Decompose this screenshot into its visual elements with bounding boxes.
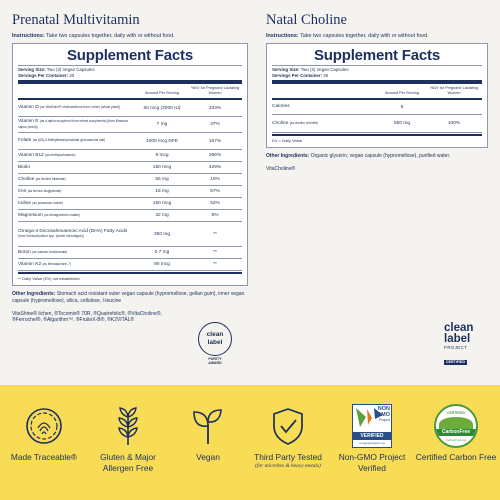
nutrient-name	[272, 104, 378, 109]
nutrient-label: Choline	[18, 176, 35, 182]
nutrient-row	[18, 117, 242, 133]
other-ingredients-text: Organic glycerin, vegan capsule (hypromellose), purified water.	[310, 153, 451, 159]
serving-info	[272, 66, 482, 78]
non-gmo-line1: NON	[377, 406, 390, 412]
nutrient-amount: 32 mg	[155, 213, 169, 218]
other-ingredients-label: Other Ingredients:	[12, 291, 56, 297]
nutrient-amount: 90 mcg	[154, 262, 170, 267]
nutrient-form: (as ferrous bisglycinate)	[27, 188, 62, 193]
nutrient-dv: 167%	[208, 138, 222, 144]
nutrient-name	[272, 121, 378, 126]
nutrient-amount: 8 mcg	[155, 153, 169, 158]
supplement-facts-panel	[12, 43, 248, 286]
feature-label: Gluten & Major Allergen Free	[100, 452, 156, 473]
non-gmo-seal	[352, 404, 392, 448]
serving-size-label: Serving Size:	[18, 67, 46, 72]
nutrient-amount: 1000 mcg DFE	[146, 138, 178, 144]
instructions-text: Take two capsules together, daily with or without food.	[46, 33, 175, 39]
nutrient-dv: **	[213, 250, 217, 255]
nutrient-form: (as methylcobalamin)	[45, 152, 76, 157]
feature-carbon-free	[414, 400, 498, 463]
product-title: Prenatal Multivitamin	[12, 12, 140, 28]
nutrient-form: (as dimagnesium malate)	[44, 212, 80, 217]
nutrient-form: (as (6S)-5-Methyltetrahydrofolate glucosamine salt)	[32, 138, 106, 143]
nutrient-name	[18, 262, 136, 267]
nutrient-dv: **	[213, 231, 217, 237]
nutrient-amount: 550 mg	[394, 121, 410, 126]
nutrient-amount: 15 mg	[155, 189, 169, 194]
nutrient-name	[18, 119, 136, 130]
nutrient-label: Vitamin B12	[18, 152, 44, 158]
nutrient-dv: **	[213, 262, 217, 267]
award-line1: PURITY	[208, 357, 222, 361]
nutrient-form: (as calcium fructoborate)	[32, 249, 68, 254]
nutrient-name	[18, 229, 136, 240]
wheat-icon	[86, 400, 170, 452]
nutrient-amount: 5	[400, 104, 404, 110]
nutrient-label: Choline	[272, 120, 289, 126]
nutrient-name	[18, 153, 136, 158]
nutrient-name	[18, 165, 136, 170]
carbonfree-top: CERTIFIED	[447, 411, 465, 415]
nutrient-row	[18, 198, 242, 210]
supplement-facts-title: Supplement Facts	[18, 47, 242, 66]
award-caption	[196, 357, 234, 366]
nutrient-amount: 150 mcg	[152, 165, 172, 170]
nutrient-label: Vitamin D	[18, 105, 39, 111]
seal-line1: clean	[206, 331, 224, 339]
instructions	[12, 33, 248, 40]
servings-per-label: Servings Per Container:	[272, 72, 323, 78]
nutrient-form: (as d-alpha tocopherol from mixed tocopherols) (from Brassica napus (seed))	[18, 119, 129, 129]
nutrient-row	[18, 210, 242, 222]
feature-label: Vegan	[196, 452, 220, 462]
nutrient-name	[18, 250, 136, 255]
choline-column	[266, 0, 488, 173]
carbonfree-bottom: CarbonFund.org	[445, 438, 467, 442]
nutrient-amount: 50 mcg (2000 IU)	[143, 105, 181, 111]
clean-label-seal	[198, 322, 232, 356]
nutrient-label: Omega-3 Docosahexaenoic Acid (DHA) Fatty Acids	[18, 228, 128, 234]
nutrient-dv: 286%	[208, 153, 222, 158]
shield-check-icon	[246, 400, 330, 452]
trademarks: VitaShine® lichen, ®Tocomix® 70R, ®Quatrefolic®, ®VitaCholine®, ®Ferrochel®, ®Algarithm™, ®FruiteX-B®, ®K2VITAL®	[12, 310, 162, 324]
other-ingredients-label: Other Ingredients:	[266, 153, 310, 159]
other-ingredients	[266, 153, 488, 160]
logo-line2: label	[444, 333, 471, 345]
serving-size-label: Serving Size:	[272, 67, 300, 72]
servings-per-label: Servings Per Container:	[18, 72, 69, 78]
dv-header: %DV for Pregnant/ Lactating Women	[190, 86, 240, 95]
facts-rows	[272, 100, 482, 133]
prenatal-column	[12, 0, 248, 324]
purity-award-badge	[196, 322, 234, 366]
non-gmo-url: nongmoproject.org	[359, 441, 385, 445]
nutrient-row	[272, 100, 482, 115]
fingerprint-icon	[2, 400, 86, 452]
nutrient-dv: 10%	[210, 177, 220, 182]
dv-note: ** Daily Value (DV) not established.	[18, 272, 242, 281]
seal-line2: label	[207, 338, 223, 346]
nutrient-row	[18, 222, 242, 247]
nutrient-name	[18, 105, 136, 110]
nutrient-row	[18, 247, 242, 259]
instructions-text: Take two capsules together, daily with or without food.	[300, 33, 429, 39]
nutrient-form: (from Schizochytrium spp. (whole microalgae))	[18, 234, 84, 238]
nutrient-amount: 350 mg	[154, 231, 170, 237]
other-ingredients-text: Stomach acid resistant outer vegan capsule (hypromellose, gellan gum), inner vegan capsule (hypromellose), silica, cellulose, l-leucine	[12, 291, 245, 304]
facts-rows	[18, 100, 242, 271]
nutrient-label: Boron	[18, 249, 31, 255]
other-ingredients	[12, 291, 248, 305]
nutrient-form: (as potassium iodide)	[32, 200, 63, 205]
serving-size-value: Two (2) Vegan Capsules	[46, 67, 95, 72]
feature-label: Made Traceable®	[10, 452, 78, 462]
nutrient-row	[18, 174, 242, 186]
nutrient-row	[272, 115, 482, 133]
feature-label: Third Party Tested	[254, 452, 322, 462]
feature-label: Certified Carbon Free	[415, 452, 497, 462]
nutrient-row	[18, 150, 242, 162]
sprout-icon	[166, 400, 250, 452]
nutrient-dv: 333%	[208, 105, 222, 111]
supplement-facts-panel	[266, 43, 488, 148]
nutrient-row	[18, 133, 242, 150]
nutrient-row	[18, 162, 242, 174]
non-gmo-text	[377, 407, 390, 424]
logo-line3: PROJECT	[444, 345, 468, 350]
nutrient-name	[18, 213, 136, 218]
nutrient-form: (as VitaShine® cholecalciferol from Lichen (whole plant))	[40, 105, 121, 110]
product-title: Natal Choline	[266, 12, 347, 28]
nutrient-amount: 150 mcg	[152, 201, 172, 206]
carbonfree-banner: CarbonFree	[436, 429, 476, 436]
nutrient-dv: 429%	[208, 165, 222, 170]
amount-header: Amount Per Serving	[385, 90, 419, 95]
non-gmo-line2: GMO	[376, 411, 390, 418]
instructions-label: Instructions:	[266, 33, 299, 39]
clean-label-certified-logo	[444, 323, 488, 368]
dv-note: DV = Daily Value	[272, 134, 482, 143]
feature-traceable	[2, 400, 86, 463]
nutrient-label: Biotin	[18, 164, 30, 170]
feature-gluten-free	[86, 400, 170, 473]
nutrient-name	[18, 177, 136, 182]
award-line2: AWARD	[208, 361, 222, 366]
instructions-label: Instructions:	[12, 33, 45, 39]
nutrient-name	[18, 138, 136, 143]
feature-sublabel: (for microbes & heavy metals)	[255, 462, 321, 469]
nutrient-label: Iodine	[18, 200, 32, 206]
supplement-facts-title: Supplement Facts	[272, 47, 482, 66]
certified-tag: CERTIFIED	[446, 360, 465, 364]
nutrient-name	[18, 189, 136, 194]
feature-third-party	[246, 400, 330, 469]
nutrient-dv: 52%	[210, 201, 220, 206]
nutrient-amount: 7 mg	[156, 122, 168, 127]
non-gmo-butterfly-icon	[330, 400, 414, 452]
nutrient-form: (as choline bitartrate)	[35, 176, 66, 181]
facts-header	[272, 84, 482, 100]
trademarks: VitaCholine®	[266, 165, 296, 172]
carbonfree-seal	[434, 404, 478, 448]
logo-line1: clean	[444, 322, 474, 334]
nutrient-dv: 37%	[210, 122, 220, 127]
nutrient-dv: 100%	[447, 121, 461, 126]
nutrient-dv: 8%	[211, 213, 219, 218]
feature-non-gmo	[330, 400, 414, 473]
nutrient-amount: 55 mg	[155, 177, 169, 182]
nutrient-label: Vitamin E	[18, 119, 39, 125]
amount-header: Amount Per Serving	[145, 90, 179, 95]
feature-vegan	[166, 400, 250, 463]
facts-header	[18, 84, 242, 100]
non-gmo-line3: Project	[378, 418, 390, 422]
servings-per-value: 30	[69, 72, 75, 78]
nutrient-label: Magnesium	[18, 212, 43, 218]
serving-size-value: Two (2) Vegan Capsules	[300, 67, 349, 72]
nutrient-label: Calories	[272, 104, 290, 110]
nutrient-label: Vitamin K2	[18, 261, 42, 267]
nutrient-dv: 57%	[210, 189, 220, 194]
serving-info	[18, 66, 242, 78]
nutrient-form: (as choline chloride)	[289, 120, 319, 125]
nutrient-row	[18, 100, 242, 117]
nutrient-label: Folate	[18, 138, 32, 144]
nutrient-row	[18, 186, 242, 198]
verified-bar: VERIFIED	[353, 432, 391, 440]
carbonfree-globe-icon	[414, 400, 498, 452]
nutrient-name	[18, 201, 136, 206]
feature-label: Non-GMO Project Verified	[338, 452, 406, 473]
nutrient-row	[18, 259, 242, 271]
instructions	[266, 33, 488, 40]
nutrient-form: (as Menaquinone-7)	[42, 261, 71, 266]
dv-header: %DV for Pregnant/ Lactating Women	[429, 86, 479, 95]
nutrient-amount: 0.7 mg	[154, 250, 170, 255]
servings-per-value: 30	[323, 72, 329, 78]
nutrient-label: Iron	[18, 188, 27, 194]
